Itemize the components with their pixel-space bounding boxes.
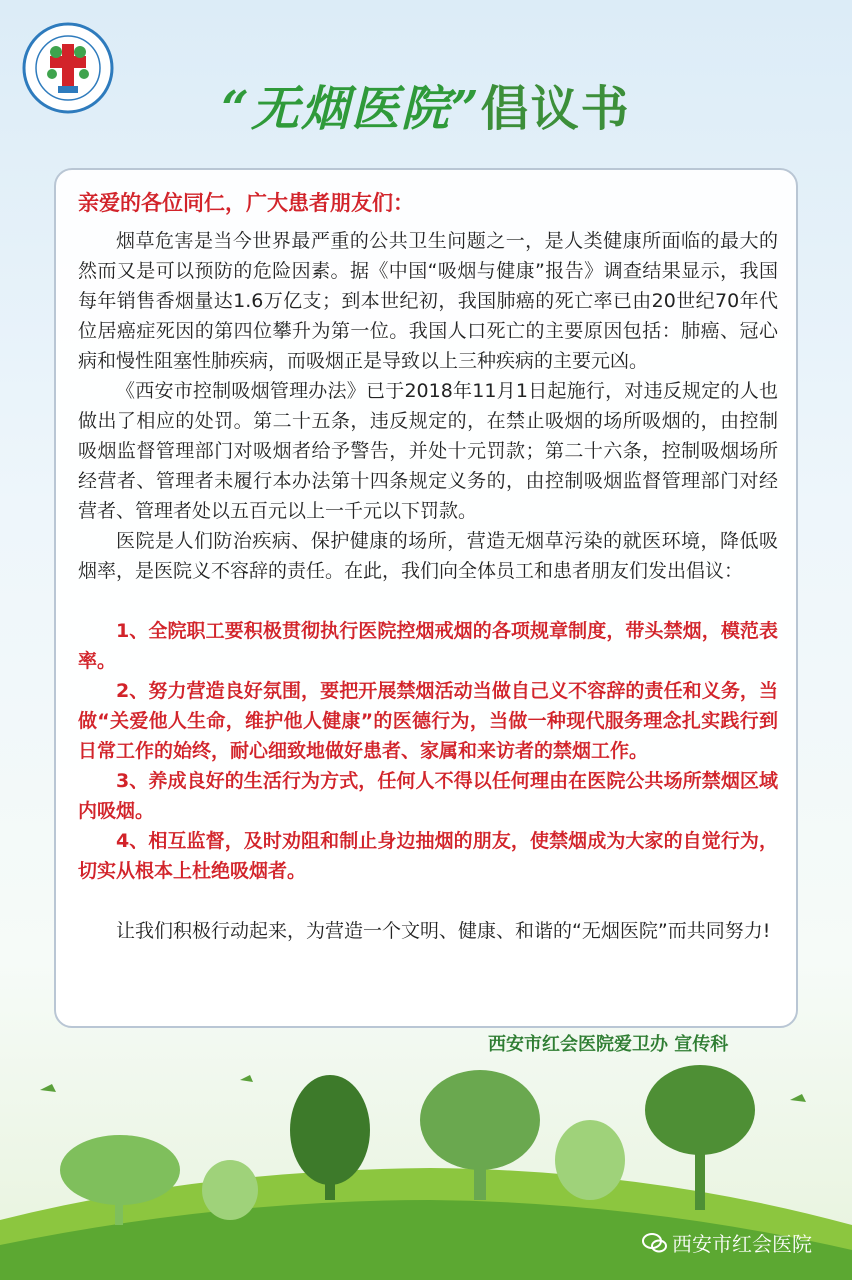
page-title xyxy=(0,70,852,139)
signature: 西安市红会医院爱卫办 宣传科 xyxy=(488,1034,729,1055)
proposal-item: 3、养成良好的生活行为方式，任何人不得以任何理由在医院公共场所禁烟区域内吸烟。 xyxy=(78,770,778,822)
letter-card xyxy=(54,168,798,1028)
proposal-item: 4、相互监督，及时劝阻和制止身边抽烟的朋友，使禁烟成为大家的自觉行为，切实从根本上杜绝吸烟者。 xyxy=(78,830,778,882)
closing: 让我们积极行动起来，为营造一个文明、健康、和谐的“无烟医院”而共同努力! xyxy=(116,920,771,942)
proposal-item: 1、全院职工要积极贯彻执行医院控烟戒烟的各项规章制度，带头禁烟，模范表率。 xyxy=(78,620,778,672)
wechat-watermark xyxy=(642,1228,812,1257)
title-rest: 倡议书 xyxy=(480,81,631,137)
paragraph: 医院是人们防治疾病、保护健康的场所，营造无烟草污染的就医环境，降低吸烟率，是医院义不容辞的责任。在此，我们向全体员工和患者朋友们发出倡议： xyxy=(78,530,778,582)
greeting: 亲爱的各位同仁，广大患者朋友们： xyxy=(78,191,414,215)
proposal-item: 2、努力营造良好氛围，要把开展禁烟活动当做自己义不容辞的责任和义务，当做“关爱他人生命，维护他人健康”的医德行为，当做一种现代服务理念扎实践行到日常工作的始终，耐心细致地做好患者、家属和来访者的禁烟工作。 xyxy=(78,680,778,762)
paragraph: 《西安市控制吸烟管理办法》已于2018年11月1日起施行，对违反规定的人也做出了相应的处罚。第二十五条，违反规定的，在禁止吸烟的场所吸烟的，由控制吸烟监督管理部门对吸烟者给予警告，并处十元罚款；第二十六条，控制吸烟场所经营者、管理者未履行本办法第十四条规定义务的，由控制吸烟监督管理部门对经营者、管理者处以五百元以上一千元以下罚款。 xyxy=(78,380,778,522)
watermark-text: 西安市红会医院 xyxy=(672,1232,812,1256)
wechat-icon xyxy=(642,1232,668,1254)
paragraph: 烟草危害是当今世界最严重的公共卫生问题之一，是人类健康所面临的最大的然而又是可以预防的危险因素。据《中国“吸烟与健康”报告》调查结果显示，我国每年销售香烟量达1.6万亿支；到本世纪初，我国肺癌的死亡率已由20世纪70年代位居癌症死因的第四位攀升为第一位。我国人口死亡的主要原因包括：肺癌、冠心病和慢性阻塞性肺疾病，而吸烟正是导致以上三种疾病的主要元凶。 xyxy=(78,230,778,372)
title-quoted: “无烟医院” xyxy=(221,81,481,137)
